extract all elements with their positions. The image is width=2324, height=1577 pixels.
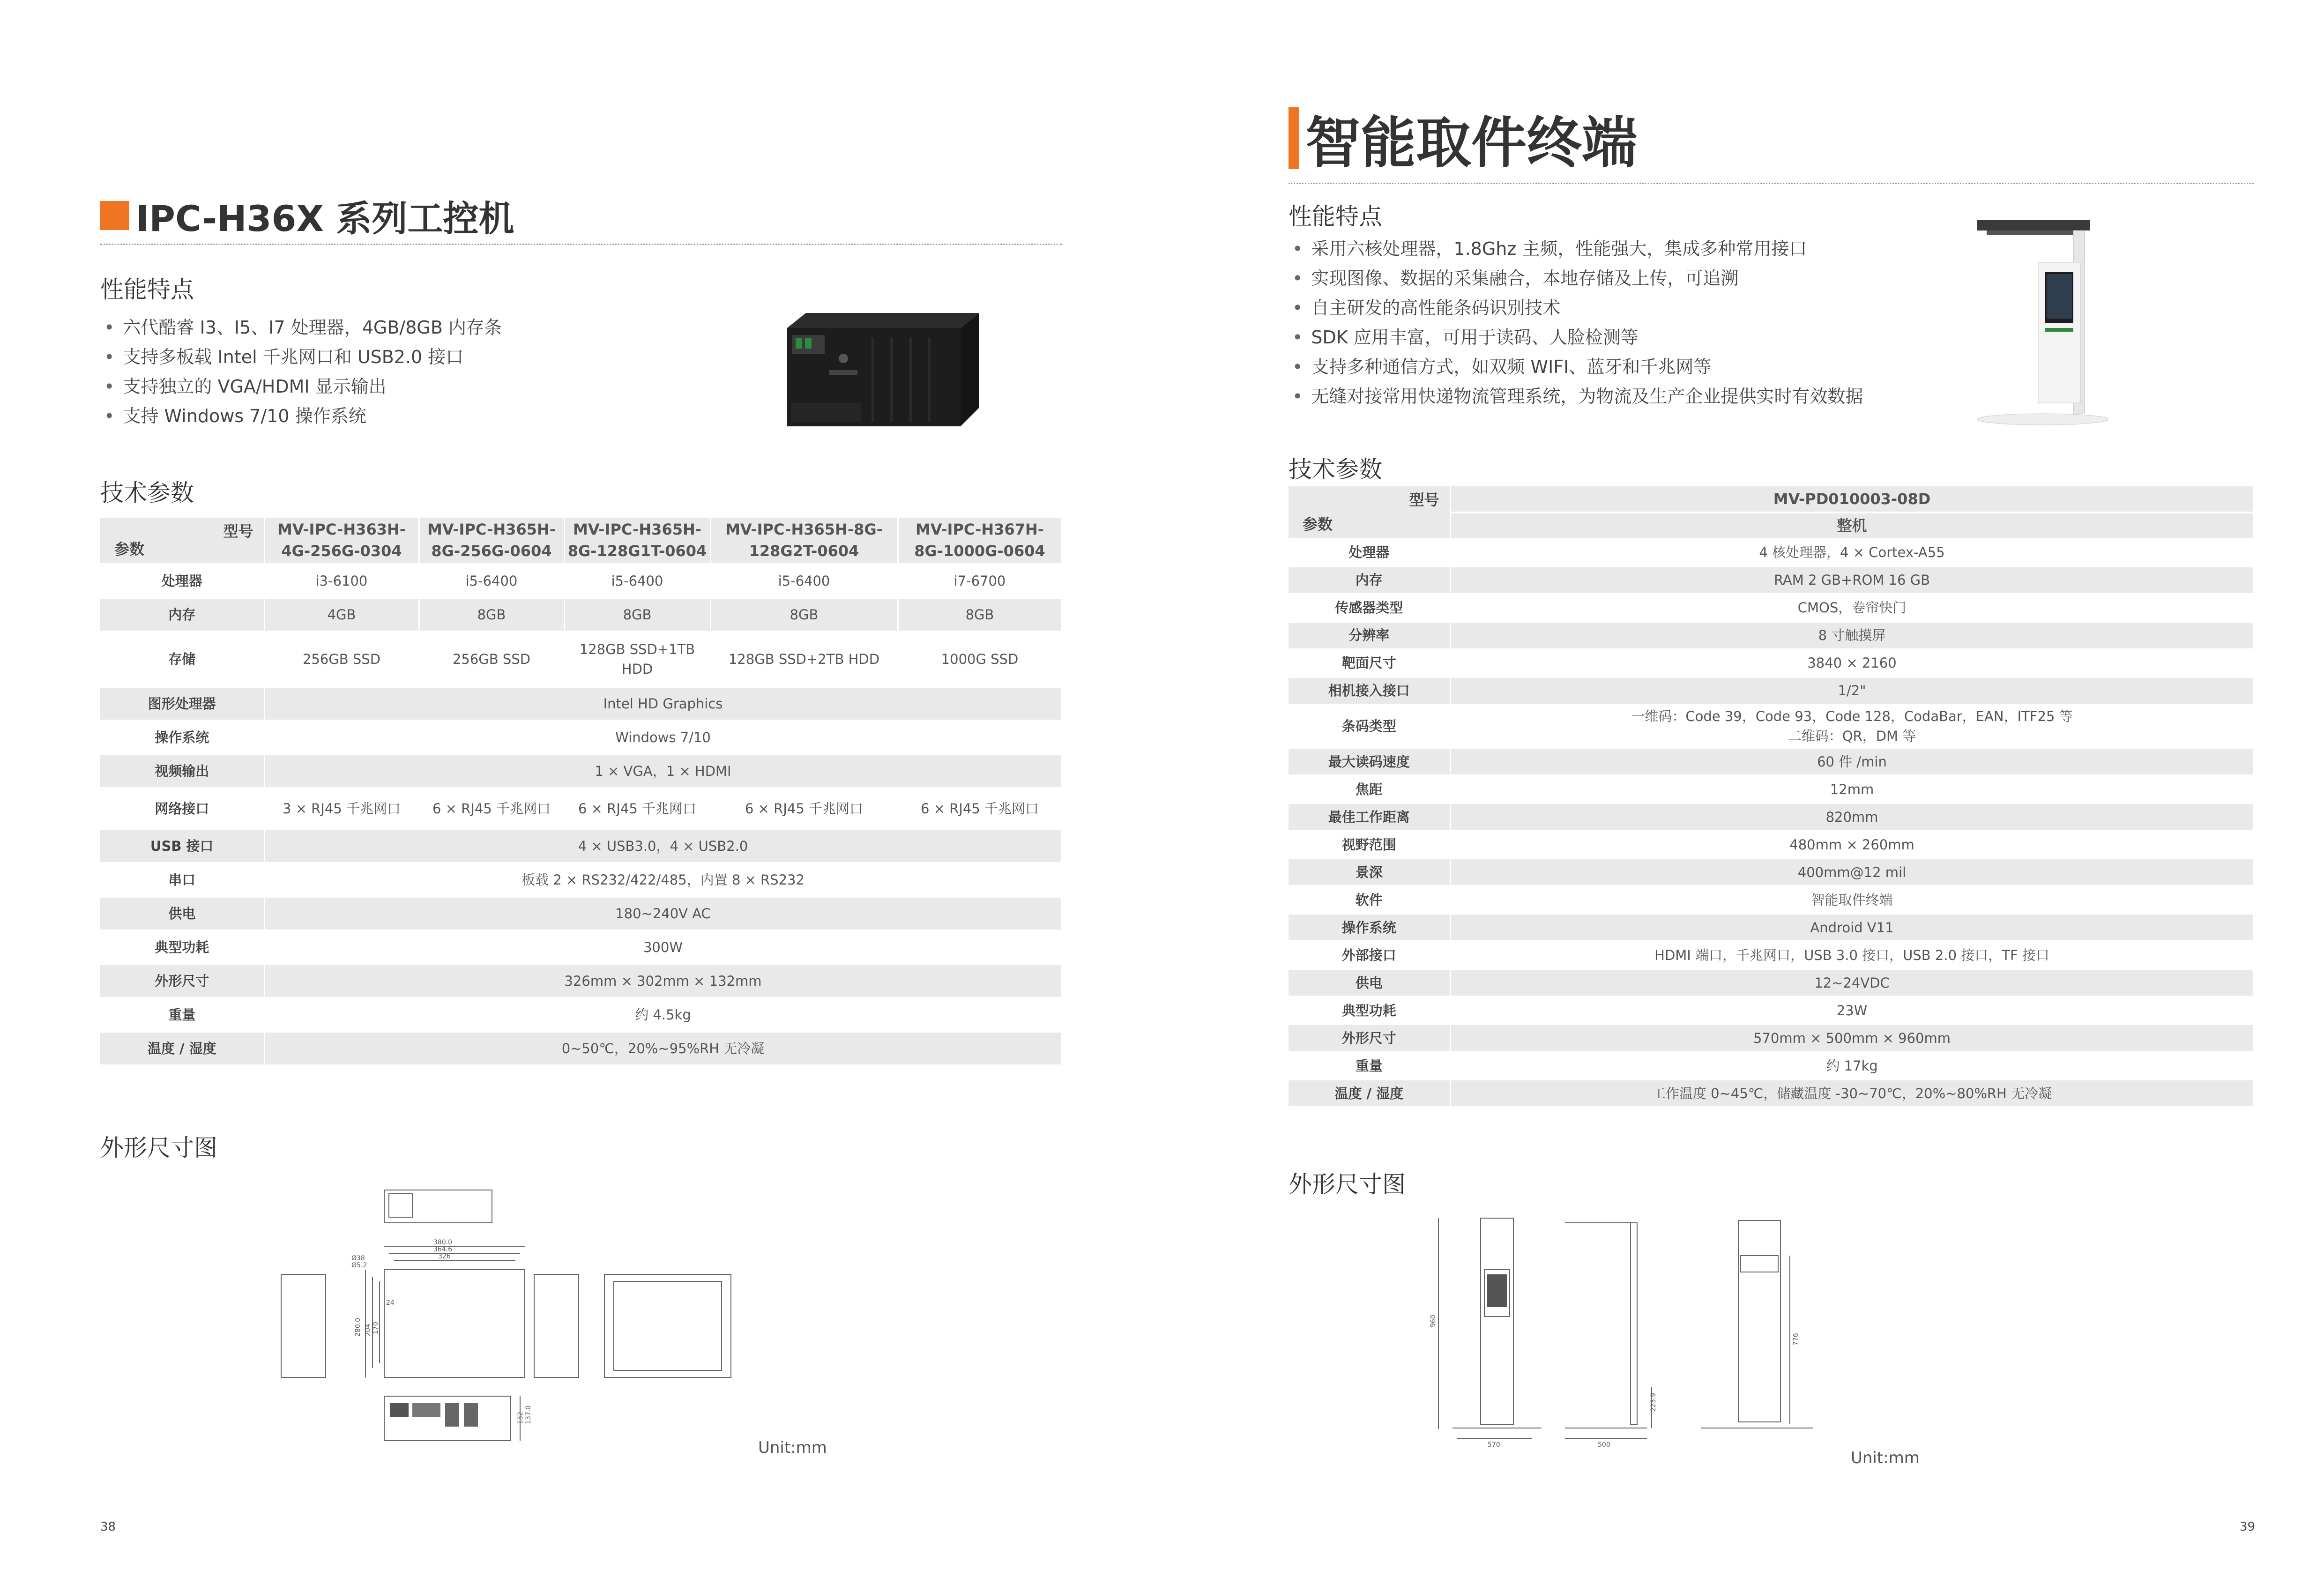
row-value bbox=[1450, 649, 2254, 677]
row-value: 8GB bbox=[419, 598, 564, 632]
row-value: Windows 7/10 bbox=[264, 721, 1062, 754]
table-row bbox=[100, 754, 1062, 788]
row-label: 重量 bbox=[1289, 1052, 1450, 1079]
row-value bbox=[1450, 748, 2254, 775]
dim-label: 500 bbox=[1598, 1441, 1610, 1449]
feature-item: • 支持多种通信方式，如双频 WIFI、蓝牙和千兆网等 bbox=[1292, 352, 1863, 382]
row-value-line: 一维码：Code 39，Code 93，Code 128，CodaBar，EAN，ITF25 等 bbox=[1631, 708, 2073, 724]
row-value: 256GB SSD bbox=[264, 632, 419, 687]
row-value: i7-6700 bbox=[898, 564, 1062, 598]
row-value: 8GB bbox=[564, 598, 710, 632]
unit-label: Unit:mm bbox=[1851, 1449, 1920, 1467]
row-value: 326mm × 302mm × 132mm bbox=[264, 964, 1062, 998]
row-value bbox=[1450, 969, 2254, 997]
row-label: 网络接口 bbox=[100, 788, 264, 829]
row-label: USB 接口 bbox=[100, 829, 264, 863]
features-list bbox=[1292, 234, 1863, 411]
industrial-pc-image bbox=[778, 309, 984, 436]
feature-item: • 自主研发的高性能条码识别技术 bbox=[1292, 293, 1863, 323]
table-row bbox=[1289, 649, 2254, 677]
dim-label: 380.0 bbox=[433, 1239, 453, 1246]
row-value: 4GB bbox=[264, 598, 419, 632]
table-row bbox=[1289, 831, 2254, 858]
feature-item: • 支持 Windows 7/10 操作系统 bbox=[104, 402, 502, 431]
row-label: 操作系统 bbox=[100, 721, 264, 754]
feature-item: • 六代酷睿 I3、I5、I7 处理器，4GB/8GB 内存条 bbox=[104, 313, 502, 342]
title-divider bbox=[100, 244, 1062, 245]
dim-label: 132 bbox=[517, 1412, 524, 1424]
row-label: 温度 / 湿度 bbox=[1289, 1079, 1450, 1107]
row-label: 外部接口 bbox=[1289, 941, 1450, 969]
row-label: 视野范围 bbox=[1289, 831, 1450, 858]
row-value-line: 二维码：QR，DM 等 bbox=[1788, 728, 1916, 744]
row-value bbox=[1450, 775, 2254, 803]
row-value bbox=[1450, 594, 2254, 622]
table-row bbox=[100, 632, 1062, 687]
table-header-row bbox=[100, 518, 1062, 564]
table-row bbox=[1289, 705, 2254, 748]
corner-param-label: 参数 bbox=[114, 540, 145, 558]
features-heading: 性能特点 bbox=[1289, 203, 1382, 230]
model-header-cell bbox=[419, 518, 564, 564]
dim-label: 570 bbox=[1488, 1441, 1500, 1449]
row-label: 典型功耗 bbox=[1289, 997, 1450, 1024]
row-value-line: 1/2" bbox=[1838, 683, 1866, 699]
model-name-line: 8G-256G-0604 bbox=[431, 542, 552, 560]
model-name-line: MV-IPC-H367H- bbox=[915, 521, 1044, 538]
drawing-right-side-view bbox=[534, 1274, 579, 1377]
dim-label: Ø38 bbox=[351, 1255, 365, 1262]
row-value bbox=[1450, 1024, 2254, 1052]
corner-model-label: 型号 bbox=[1409, 491, 1439, 509]
row-value: 1000G SSD bbox=[898, 632, 1062, 687]
row-value: 8GB bbox=[710, 598, 898, 632]
feature-item: • 采用六核处理器，1.8Ghz 主频，性能强大，集成多种常用接口 bbox=[1292, 234, 1863, 264]
feature-item: • 支持多板载 Intel 千兆网口和 USB2.0 接口 bbox=[104, 342, 502, 372]
page-number: 39 bbox=[2240, 1520, 2256, 1534]
drawing-rear-view bbox=[604, 1274, 731, 1377]
model-header-cell bbox=[710, 518, 898, 564]
model-name-line: 8G-1000G-0604 bbox=[914, 542, 1045, 560]
row-label: 传感器类型 bbox=[1289, 594, 1450, 622]
row-label: 处理器 bbox=[100, 564, 264, 598]
drawing-heading: 外形尺寸图 bbox=[1289, 1171, 1406, 1198]
row-value-line: 12~24VDC bbox=[1814, 974, 1890, 991]
row-value: 4 × USB3.0，4 × USB2.0 bbox=[264, 829, 1062, 863]
row-value-line: HDMI 端口，千兆网口，USB 3.0 接口，USB 2.0 接口，TF 接口 bbox=[1654, 947, 2049, 963]
model-name-line: MV-IPC-H365H-8G- bbox=[725, 521, 883, 538]
row-value: 180~240V AC bbox=[264, 897, 1062, 930]
row-value: 板载 2 × RS232/422/485，内置 8 × RS232 bbox=[264, 863, 1062, 897]
table-row bbox=[1289, 1052, 2254, 1079]
feature-item: • SDK 应用丰富，可用于读码、人脸检测等 bbox=[1292, 323, 1863, 352]
table-row bbox=[1289, 886, 2254, 914]
row-value-line: RAM 2 GB+ROM 16 GB bbox=[1773, 572, 1930, 588]
row-value: 128GB SSD+2TB HDD bbox=[710, 632, 898, 687]
terminal-dimension-drawing bbox=[1410, 1209, 1860, 1452]
row-value bbox=[1450, 539, 2254, 566]
model-header-cell bbox=[264, 518, 419, 564]
row-value bbox=[1450, 941, 2254, 969]
row-label: 外形尺寸 bbox=[1289, 1024, 1450, 1052]
table-row bbox=[1289, 594, 2254, 622]
row-value bbox=[1450, 831, 2254, 858]
left-page-title: IPC-H36X 系列工控机 bbox=[100, 192, 514, 239]
row-value-line: 8 寸触摸屏 bbox=[1818, 627, 1886, 644]
row-value: i5-6400 bbox=[419, 564, 564, 598]
drawing-front-view bbox=[1438, 1218, 1542, 1438]
row-label: 串口 bbox=[100, 863, 264, 897]
table-row bbox=[100, 998, 1062, 1032]
dim-label: 170 bbox=[372, 1322, 380, 1334]
dim-label: 223.9 bbox=[1650, 1392, 1657, 1412]
dim-label: Ø5.2 bbox=[351, 1262, 367, 1269]
row-value bbox=[1450, 858, 2254, 886]
row-label: 靶面尺寸 bbox=[1289, 649, 1450, 677]
row-label: 分辨率 bbox=[1289, 622, 1450, 649]
row-value bbox=[1450, 677, 2254, 705]
row-value: 0~50℃，20%~95%RH 无冷凝 bbox=[264, 1032, 1062, 1065]
table-row bbox=[1289, 539, 2254, 566]
model-header-cell bbox=[564, 518, 710, 564]
row-label: 景深 bbox=[1289, 858, 1450, 886]
title-divider bbox=[1289, 183, 2254, 184]
dim-label: 776 bbox=[1792, 1333, 1800, 1346]
specs-heading: 技术参数 bbox=[100, 479, 194, 506]
row-value bbox=[1450, 803, 2254, 831]
table-row bbox=[1289, 677, 2254, 705]
row-value: 300W bbox=[264, 930, 1062, 964]
row-label: 软件 bbox=[1289, 886, 1450, 914]
row-value: 8GB bbox=[898, 598, 1062, 632]
table-row bbox=[100, 863, 1062, 897]
dim-label: 204 bbox=[365, 1324, 372, 1336]
row-value bbox=[1450, 1052, 2254, 1079]
row-label: 内存 bbox=[100, 598, 264, 632]
features-heading: 性能特点 bbox=[100, 276, 194, 303]
row-value: 约 4.5kg bbox=[264, 998, 1062, 1032]
row-label: 操作系统 bbox=[1289, 914, 1450, 941]
row-value bbox=[1450, 622, 2254, 649]
table-row bbox=[1289, 969, 2254, 997]
table-row bbox=[100, 964, 1062, 998]
row-value-line: Android V11 bbox=[1810, 919, 1894, 936]
table-header-row bbox=[1289, 486, 2254, 513]
corner-param-label: 参数 bbox=[1303, 515, 1333, 533]
row-value-line: 3840 × 2160 bbox=[1807, 655, 1897, 671]
title-accent-bar bbox=[1289, 107, 1299, 169]
row-value-line: 820mm bbox=[1825, 809, 1878, 825]
table-row bbox=[100, 1032, 1062, 1065]
table-row bbox=[1289, 566, 2254, 594]
table-row bbox=[1289, 941, 2254, 969]
row-label: 内存 bbox=[1289, 566, 1450, 594]
drawing-heading: 外形尺寸图 bbox=[100, 1134, 217, 1161]
row-label: 存储 bbox=[100, 632, 264, 687]
row-label: 焦距 bbox=[1289, 775, 1450, 803]
model-name-line: 4G-256G-0304 bbox=[281, 542, 402, 560]
dim-label: 137.0 bbox=[525, 1405, 532, 1424]
unit-label: Unit:mm bbox=[758, 1438, 827, 1457]
row-value-line: 约 17kg bbox=[1826, 1057, 1878, 1074]
table-row bbox=[100, 721, 1062, 754]
table-row bbox=[100, 598, 1062, 632]
row-label: 图形处理器 bbox=[100, 687, 264, 721]
row-value: 256GB SSD bbox=[419, 632, 564, 687]
row-value: i3-6100 bbox=[264, 564, 419, 598]
row-value-line: 智能取件终端 bbox=[1811, 892, 1893, 908]
table-row bbox=[100, 897, 1062, 930]
row-label: 视频输出 bbox=[100, 754, 264, 788]
table-row bbox=[100, 564, 1062, 598]
model-name-line: MV-IPC-H365H- bbox=[427, 521, 556, 538]
row-label: 处理器 bbox=[1289, 539, 1450, 566]
row-value-line: 12mm bbox=[1830, 781, 1874, 797]
row-value: 6 × RJ45 千兆网口 bbox=[419, 788, 564, 829]
row-value: 6 × RJ45 千兆网口 bbox=[710, 788, 898, 829]
dim-label: 280.0 bbox=[354, 1317, 362, 1337]
table-row bbox=[1289, 622, 2254, 649]
title-accent-square bbox=[100, 201, 129, 230]
ipc-dimension-drawing bbox=[272, 1181, 764, 1452]
table-row bbox=[1289, 914, 2254, 941]
row-label: 供电 bbox=[100, 897, 264, 930]
table-row bbox=[100, 788, 1062, 829]
drawing-rear-view bbox=[1701, 1220, 1813, 1428]
model-header-cell: MV-PD010003-08D bbox=[1450, 486, 2254, 513]
row-value-line: 400mm@12 mil bbox=[1797, 864, 1907, 880]
row-value-line: 工作温度 0~45℃，储藏温度 -30~70℃，20%~80%RH 无冷凝 bbox=[1652, 1085, 2052, 1101]
feature-item: • 实现图像、数据的采集融合，本地存储及上传，可追溯 bbox=[1292, 264, 1863, 293]
dim-label: 364.6 bbox=[433, 1246, 453, 1253]
row-value-line: 480mm × 260mm bbox=[1789, 836, 1914, 853]
row-value: 128GB SSD+1TB HDD bbox=[564, 632, 710, 687]
row-value bbox=[1450, 914, 2254, 941]
left-spec-table bbox=[100, 518, 1063, 1066]
table-row bbox=[1289, 997, 2254, 1024]
row-value-line: 4 核处理器，4 × Cortex-A55 bbox=[1759, 544, 1945, 561]
right-page bbox=[1162, 0, 2324, 1577]
table-row bbox=[100, 687, 1062, 721]
row-value-line: 23W bbox=[1836, 1002, 1868, 1019]
specs-heading: 技术参数 bbox=[1289, 456, 1382, 483]
row-label: 供电 bbox=[1289, 969, 1450, 997]
row-value-line: CMOS，卷帘快门 bbox=[1797, 600, 1907, 616]
row-label: 最佳工作距离 bbox=[1289, 803, 1450, 831]
row-label: 最大读码速度 bbox=[1289, 748, 1450, 775]
row-label: 条码类型 bbox=[1289, 705, 1450, 748]
table-corner-cell bbox=[100, 518, 264, 564]
table-row bbox=[1289, 803, 2254, 831]
model-name-line: 128G2T-0604 bbox=[749, 542, 859, 560]
table-row bbox=[1289, 858, 2254, 886]
table-row bbox=[100, 829, 1062, 863]
model-name-line: MV-IPC-H365H- bbox=[573, 521, 702, 538]
right-page-title: 智能取件终端 bbox=[1289, 103, 1637, 173]
dim-label: 24 bbox=[386, 1299, 395, 1307]
model-name-line: MV-IPC-H363H- bbox=[277, 521, 406, 538]
row-value bbox=[1450, 997, 2254, 1024]
row-value: 6 × RJ45 千兆网口 bbox=[898, 788, 1062, 829]
row-value: i5-6400 bbox=[564, 564, 710, 598]
row-value: Intel HD Graphics bbox=[264, 687, 1062, 721]
row-label: 温度 / 湿度 bbox=[100, 1032, 264, 1065]
page-number: 38 bbox=[100, 1520, 116, 1534]
features-list bbox=[104, 313, 502, 431]
feature-item: • 支持独立的 VGA/HDMI 显示输出 bbox=[104, 372, 502, 402]
drawing-side-view bbox=[1565, 1223, 1652, 1438]
drawing-front-view bbox=[384, 1270, 525, 1377]
model-name-line: 8G-128G1T-0604 bbox=[567, 542, 707, 560]
model-header-cell bbox=[898, 518, 1062, 564]
row-label: 外形尺寸 bbox=[100, 964, 264, 998]
table-row bbox=[1289, 1079, 2254, 1107]
table-row bbox=[1289, 748, 2254, 775]
drawing-left-side-view bbox=[281, 1274, 326, 1377]
row-value-line: 60 件 /min bbox=[1817, 753, 1887, 770]
row-value bbox=[1450, 566, 2254, 594]
row-value bbox=[1450, 705, 2254, 748]
row-label: 重量 bbox=[100, 998, 264, 1032]
right-spec-table bbox=[1289, 486, 2255, 1108]
model-sub-header-cell: 整机 bbox=[1450, 513, 2254, 539]
table-row bbox=[1289, 1024, 2254, 1052]
row-label: 典型功耗 bbox=[100, 930, 264, 964]
pickup-terminal-image bbox=[1968, 216, 2108, 431]
table-corner-cell bbox=[1289, 486, 1450, 539]
row-value-line: 570mm × 500mm × 960mm bbox=[1753, 1030, 1951, 1046]
drawing-top-view bbox=[384, 1190, 492, 1223]
row-value: 1 × VGA，1 × HDMI bbox=[264, 754, 1062, 788]
dim-label: 326 bbox=[438, 1253, 451, 1260]
table-row bbox=[1289, 775, 2254, 803]
row-value bbox=[1450, 886, 2254, 914]
row-value: 3 × RJ45 千兆网口 bbox=[264, 788, 419, 829]
row-value: 6 × RJ45 千兆网口 bbox=[564, 788, 710, 829]
row-label: 相机接入接口 bbox=[1289, 677, 1450, 705]
row-value bbox=[1450, 1079, 2254, 1107]
row-value: i5-6400 bbox=[710, 564, 898, 598]
dim-label: 960 bbox=[1430, 1315, 1437, 1327]
corner-model-label: 型号 bbox=[223, 522, 253, 540]
feature-item: • 无缝对接常用快递物流管理系统，为物流及生产企业提供实时有效数据 bbox=[1292, 382, 1863, 411]
table-row bbox=[100, 930, 1062, 964]
